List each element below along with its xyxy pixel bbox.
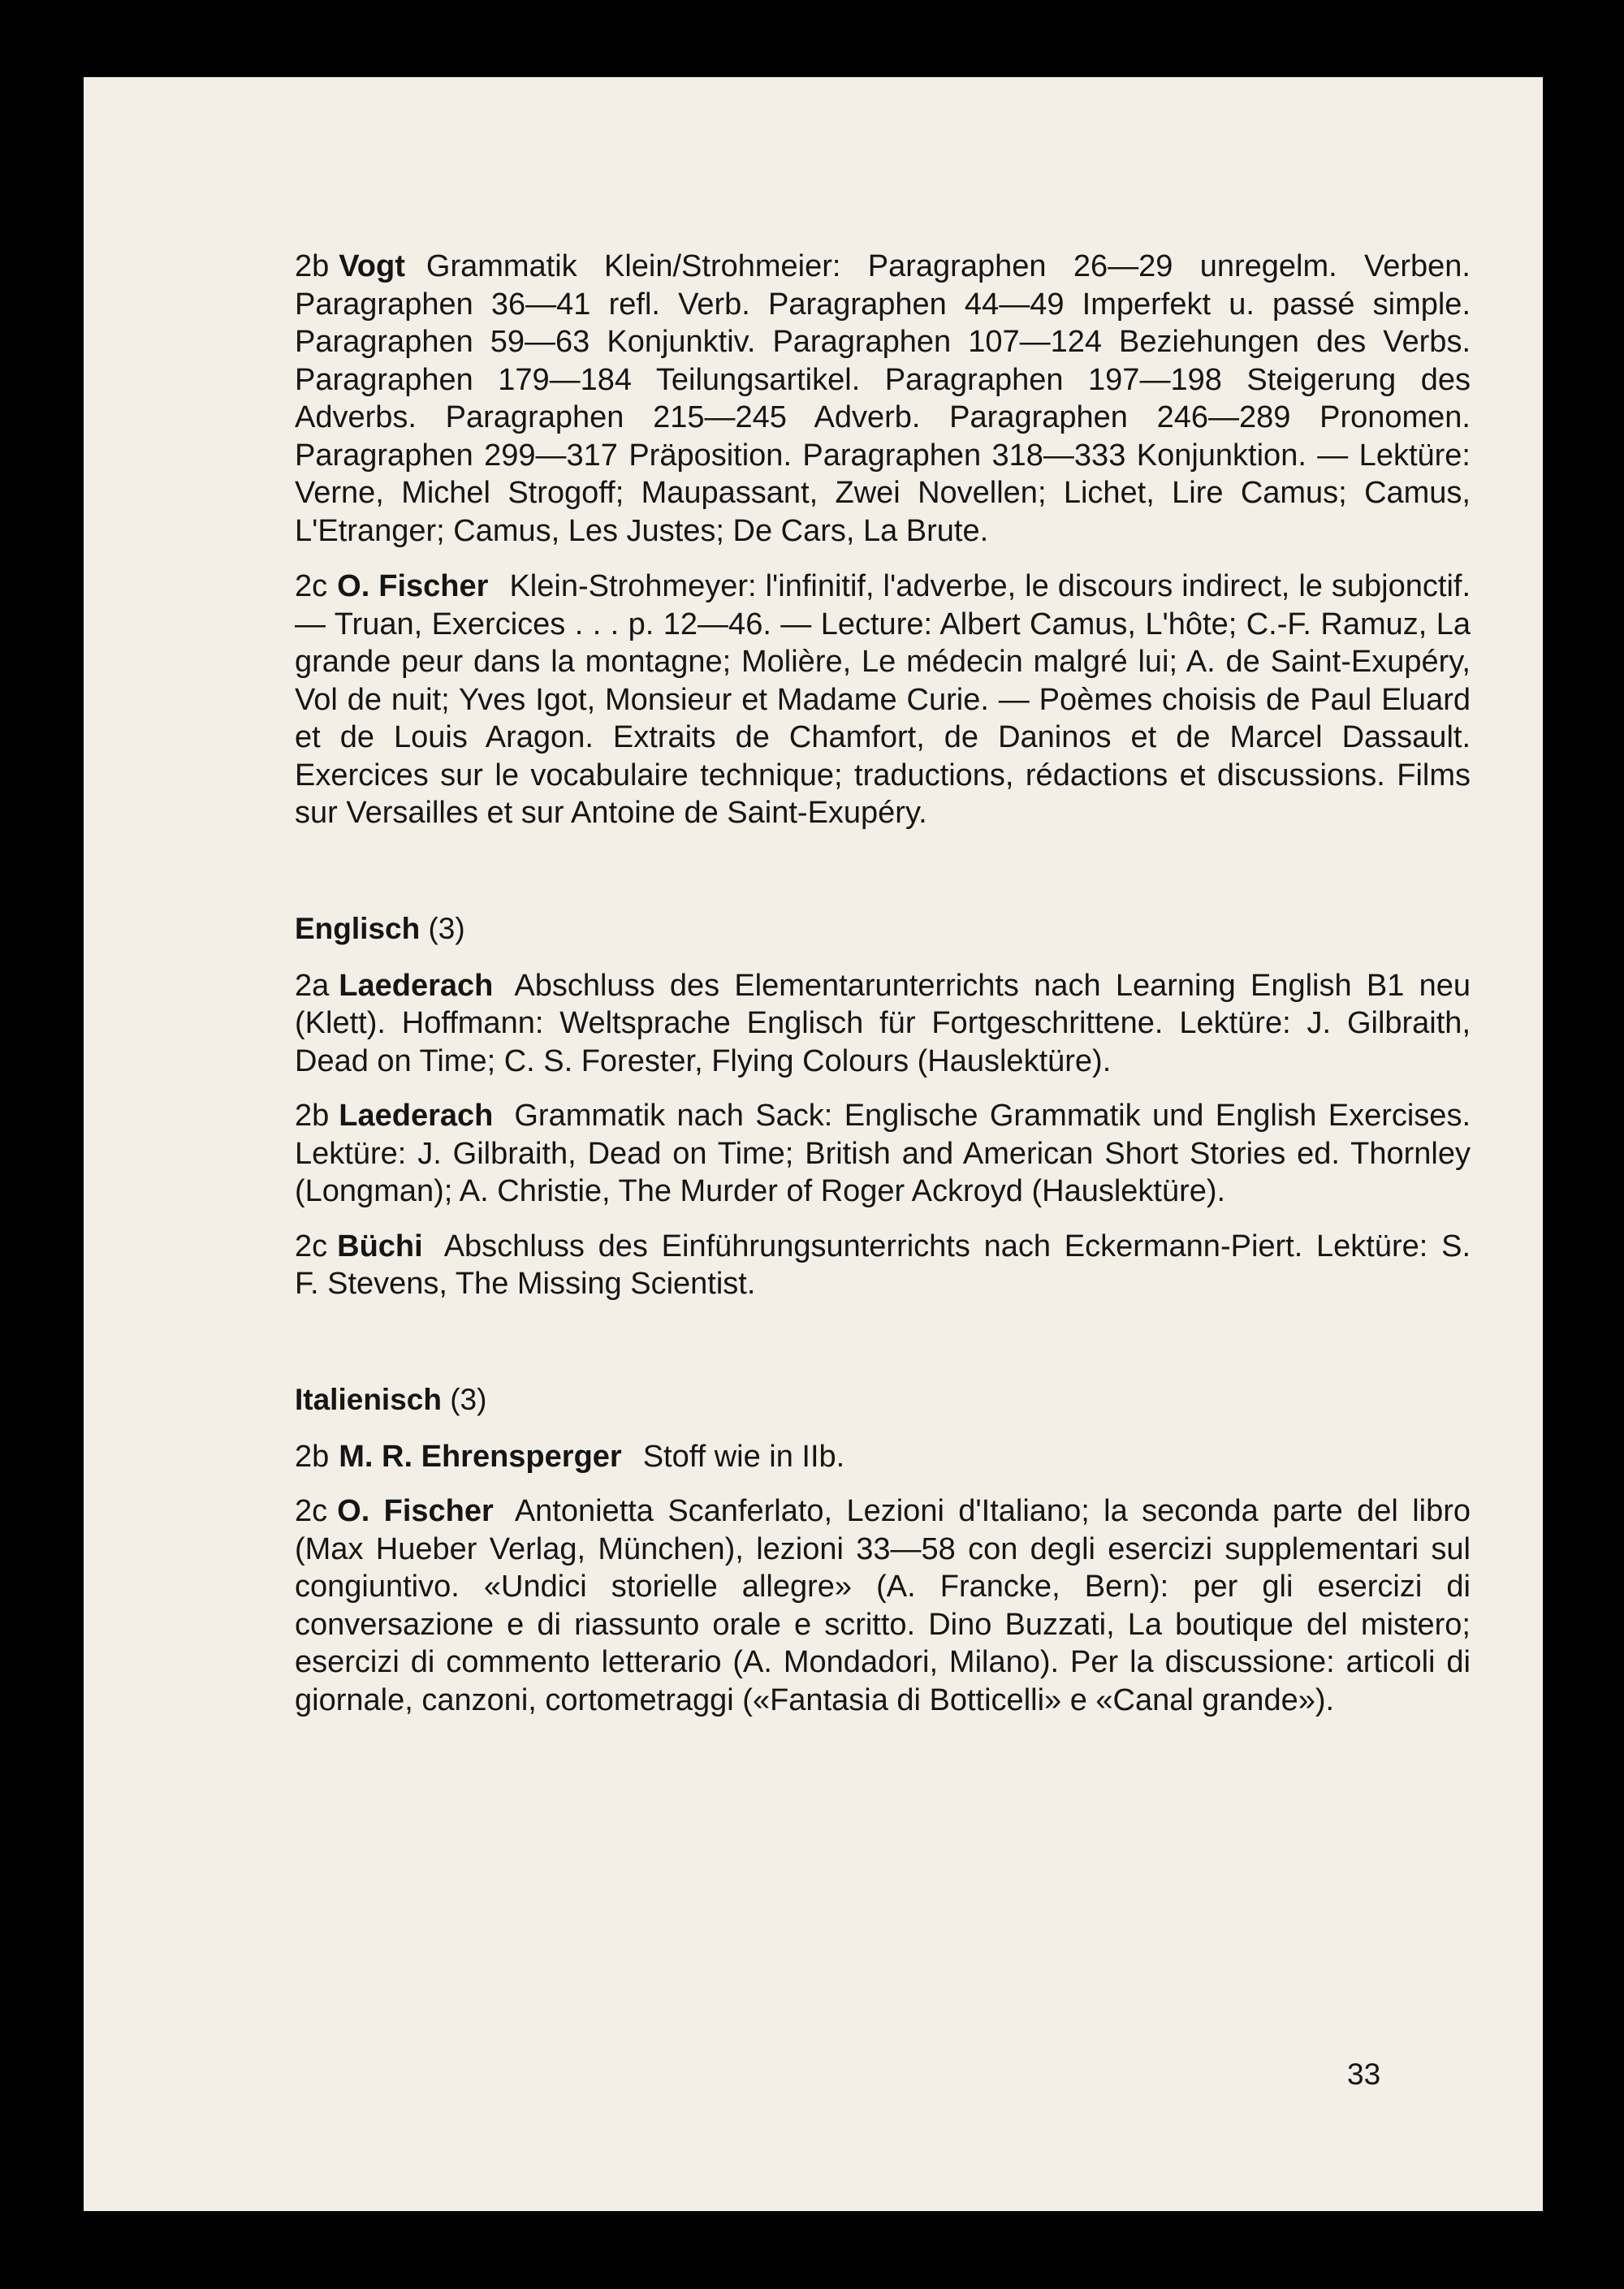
entry-text: Abschluss des Elementarunterrichts nach Learning English B1 neu (Klett). Hoffmann: Weltsprache Englisch für Fortgeschrittene. Lektüre: J. Gilbraith, Dead on Time; C. S. Forester, Flying Colours (Hauslektüre). — [295, 968, 1471, 1078]
entry-class: 2c — [295, 1229, 328, 1263]
section-hours: (3) — [428, 911, 465, 945]
entry-class: 2a — [295, 968, 330, 1003]
entry-class: 2b — [295, 1099, 330, 1133]
entry-teacher: Vogt — [339, 249, 405, 283]
entry-teacher: M. R. Ehrensperger — [339, 1439, 622, 1474]
section-hours: (3) — [450, 1382, 487, 1416]
entry-text: Stoff wie in IIb. — [642, 1439, 845, 1474]
page-number: 33 — [1347, 2058, 1381, 2091]
french-entry-2b — [295, 248, 1471, 550]
entry-teacher: Büchi — [337, 1229, 423, 1263]
entry-class: 2c — [295, 569, 328, 603]
entry-teacher: Laederach — [339, 968, 494, 1003]
entry-class: 2c — [295, 1494, 328, 1528]
entry-class: 2b — [295, 249, 330, 283]
italienisch-entry-2b — [295, 1438, 1471, 1476]
section-heading-englisch — [295, 910, 1471, 948]
entry-text: Antonietta Scanferlato, Lezioni d'Italiano; la seconda parte del libro (Max Hueber Verlag, München), lezioni 33—58 con degli esercizi supplementari sul congiuntivo. «Undici storielle allegre» (A. Francke, Bern): per gli esercizi di conversazione e di riassunto orale e scritto. Dino Buzzati, La boutique del mistero; esercizi di commento letterario (A. Mondadori, Milano). Per la discussione: articoli di giornale, canzoni, cortometraggi («Fantasia di Botticelli» e «Canal grande»). — [295, 1494, 1471, 1717]
italienisch-entry-2c — [295, 1492, 1471, 1719]
englisch-entry-2c — [295, 1228, 1471, 1303]
entry-text: Grammatik Klein/Strohmeier: Paragraphen 26—29 unregelm. Verben. Paragraphen 36—41 refl. Verb. Paragraphen 44—49 Imperfekt u. passé simple. Paragraphen 59—63 Konjunktiv. Paragraphen 107—124 Beziehungen des Verbs. Paragraphen 179—184 Teilungsartikel. Paragraphen 197—198 Steigerung des Adverbs. Paragraphen 215—245 Adverb. Paragraphen 246—289 Pronomen. Paragraphen 299—317 Präposition. Paragraphen 318—333 Konjunktion. — Lektüre: Verne, Michel Strogoff; Maupassant, Zwei Novellen; Lichet, Lire Camus; Camus, L'Etranger; Camus, Les Justes; De Cars, La Brute. — [295, 249, 1471, 548]
entry-text: Abschluss des Einführungsunterrichts nach Eckermann-Piert. Lektüre: S. F. Stevens, The Missing Scientist. — [295, 1229, 1471, 1301]
entry-teacher: Laederach — [339, 1099, 494, 1133]
entry-text: Klein-Strohmeyer: l'infinitif, l'adverbe, le discours indirect, le subjonctif. — Truan, Exercices . . . p. 12—46. — Lecture: Albert Camus, L'hôte; C.-F. Ramuz, La grande peur dans la montagne; Molière, Le médecin malgré lui; A. de Saint-Exupéry, Vol de nuit; Yves Igot, Monsieur et Madame Curie. — Poèmes choisis de Paul Eluard et de Louis Aragon. Extraits de Chamfort, de Daninos et de Marcel Dassault. Exercices sur le vocabulaire technique; traductions, rédactions et discussions. Films sur Versailles et sur Antoine de Saint-Exupéry. — [295, 569, 1471, 830]
page-content — [295, 248, 1471, 1719]
entry-teacher: O. Fischer — [337, 1494, 494, 1528]
section-heading-italienisch — [295, 1381, 1471, 1419]
french-entry-2c — [295, 568, 1471, 832]
englisch-entry-2a — [295, 967, 1471, 1081]
entry-text: Grammatik nach Sack: Englische Grammatik und English Exercises. Lektüre: J. Gilbraith, Dead on Time; British and American Short Stories ed. Thornley (Longman); A. Christie, The Murder of Roger Ackroyd (Hauslektüre). — [295, 1099, 1471, 1208]
section-subject: Englisch — [295, 911, 421, 945]
entry-class: 2b — [295, 1439, 330, 1474]
entry-teacher: O. Fischer — [337, 569, 489, 603]
document-page — [84, 77, 1543, 2211]
section-subject: Italienisch — [295, 1382, 442, 1416]
englisch-entry-2b — [295, 1097, 1471, 1211]
